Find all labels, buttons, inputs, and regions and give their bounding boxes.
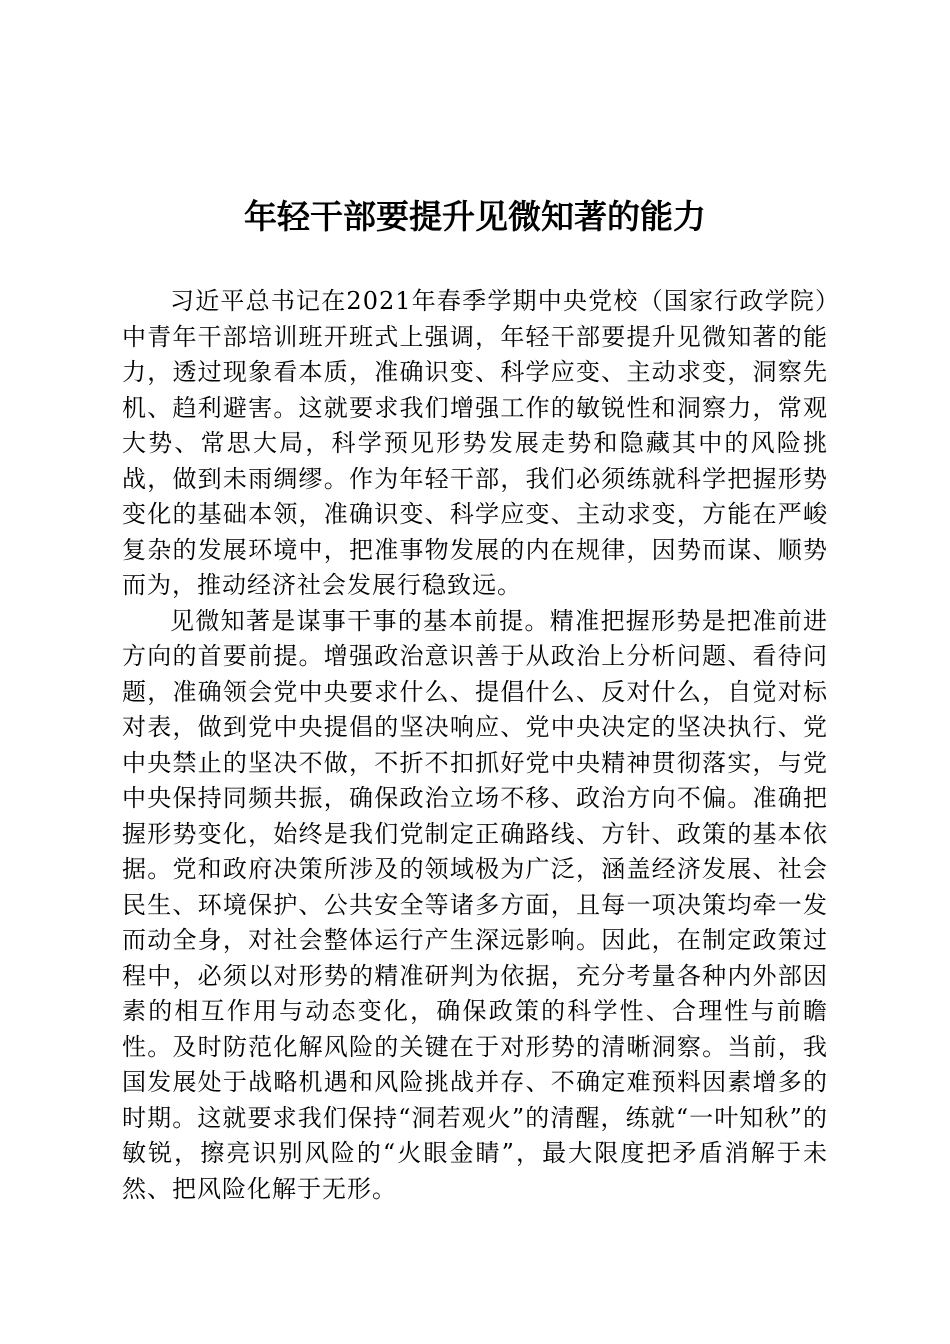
document-title: 年轻干部要提升见微知著的能力: [244, 197, 706, 236]
document-body: [122, 284, 828, 1207]
paragraph-2: 见微知著是谋事干事的基本前提。精准把握形势是把准前进方向的首要前提。增强政治意识善于从政治上分析问题、看待问题，准确领会党中央要求什么、提倡什么、反对什么，自觉对标对表，做到党中央提倡的坚决响应、党中央决定的坚决执行、党中央禁止的坚决不做，不折不扣抓好党中央精神贯彻落实，与党中央保持同频共振，确保政治立场不移、政治方向不偏。准确把握形势变化，始终是我们党制定正确路线、方针、政策的基本依据。党和政府决策所涉及的领域极为广泛，涵盖经济发展、社会民生、环境保护、公共安全等诸多方面，且每一项决策均牵一发而动全身，对社会整体运行产生深远影响。因此，在制定政策过程中，必须以对形势的精准研判为依据，充分考量各种内外部因素的相互作用与动态变化，确保政策的科学性、合理性与前瞻性。及时防范化解风险的关键在于对形势的清晰洞察。当前，我国发展处于战略机遇和风险挑战并存、不确定难预料因素增多的时期。这就要求我们保持“洞若观火”的清醒，练就“一叶知秋”的敏锐，擦亮识别风险的“火眼金睛”，最大限度把矛盾消解于未然、把风险化解于无形。: [122, 606, 828, 1203]
paragraph-1: 习近平总书记在2021年春季学期中央党校（国家行政学院）中青年干部培训班开班式上强调，年轻干部要提升见微知著的能力，透过现象看本质，准确识变、科学应变、主动求变，洞察先机、趋利避害。这就要求我们增强工作的敏锐性和洞察力，常观大势、常思大局，科学预见形势发展走势和隐藏其中的风险挑战，做到未雨绸缪。作为年轻干部，我们必须练就科学把握形势变化的基础本领，准确识变、科学应变、主动求变，方能在严峻复杂的发展环境中，把准事物发展的内在规律，因势而谋、顺势而为，推动经济社会发展行稳致远。: [122, 287, 828, 599]
